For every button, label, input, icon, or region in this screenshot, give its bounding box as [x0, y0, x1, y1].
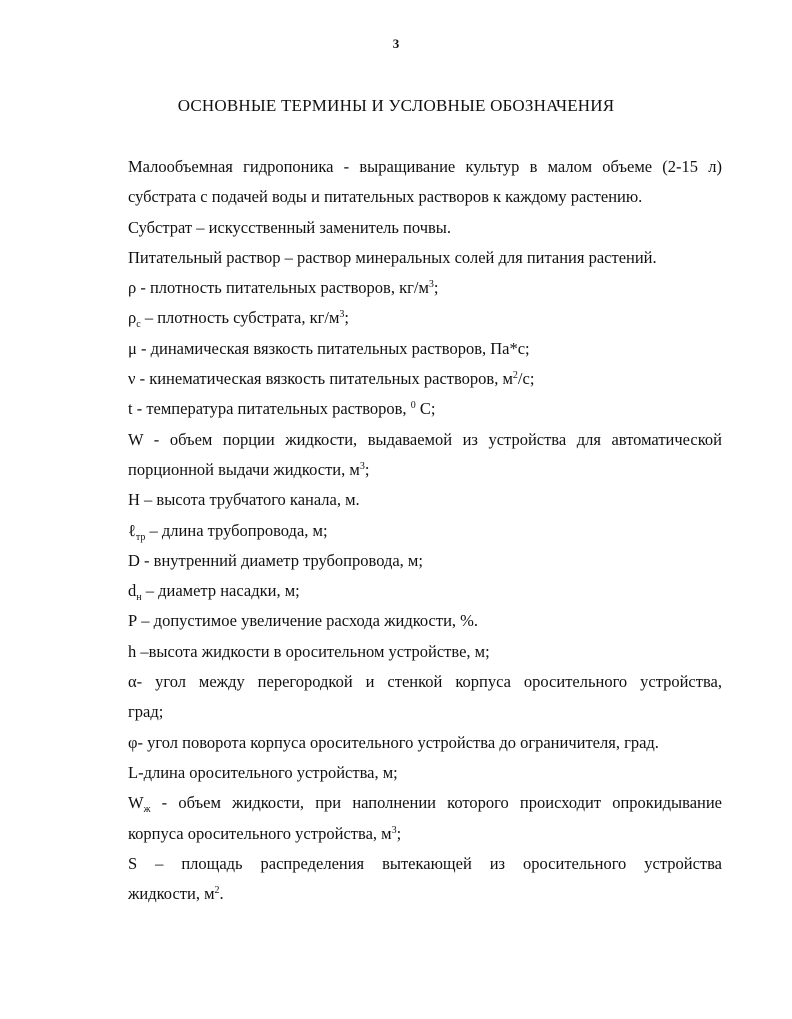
symbol-l-tr: ℓ$_{тр}$ – длина трубопровода, м; [128, 520, 328, 543]
symbol-h: h –высота жидкости в оросительном устройстве, м; [128, 641, 490, 661]
symbol-w-line-1: W - объем порции жидкости, выдаваемой из устройства для автоматической [128, 429, 722, 449]
page-number: 3 [392, 36, 400, 51]
symbol-alpha-line-2: град; [128, 702, 164, 722]
symbol-mu: μ - динамическая вязкость питательных растворов, Па*с; [128, 338, 530, 358]
symbol-phi: φ- угол поворота корпуса оросительного устройства до ограничителя, град. [128, 732, 659, 752]
symbol-nu: ν - кинематическая вязкость питательных растворов, $м^2/с$; [128, 369, 535, 389]
symbol-t: t - температура питательных растворов, $^0$ С; [128, 399, 436, 419]
definition-hydroponics-line-1: Малообъемная гидропоника - выращивание культур в малом объеме (2-15 л) [128, 157, 722, 176]
page-title: ОСНОВНЫЕ ТЕРМИНЫ И УСЛОВНЫЕ ОБОЗНАЧЕНИЯ [177, 96, 615, 115]
symbol-w-zh-line-1: $W_ж$ - объем жидкости, при наполнении которого происходит опрокидывание [128, 793, 722, 816]
symbol-rho: ρ - плотность питательных растворов, $кг/м^3$; [128, 278, 439, 298]
symbol-p: Р – допустимое увеличение расхода жидкости, %. [128, 611, 479, 631]
symbol-s-line-1: S – площадь распределения вытекающей из оросительного устройства [128, 853, 722, 873]
symbol-rho-c: $\rho_с$ – плотность субстрата, $кг/м^3$; [128, 308, 349, 331]
symbol-alpha-line-1: α- угол между перегородкой и стенкой корпуса оросительного устройства, [128, 672, 722, 692]
definition-substrate: Субстрат – искусственный заменитель почвы. [128, 217, 452, 237]
symbol-s-line-2: жидкости, $м^2$. [128, 884, 224, 904]
definition-nutrient-solution: Питательный раствор – раствор минеральных солей для питания растений. [128, 247, 657, 267]
symbol-h-channel: Н – высота трубчатого канала, м. [128, 490, 360, 510]
symbol-l: L-длина оросительного устройства, м; [128, 762, 398, 782]
symbol-d: D - внутренний диаметр трубопровода, м; [128, 550, 423, 570]
symbol-w-zh-line-2: корпуса оросительного устройства, $м^3$; [128, 823, 402, 843]
definition-hydroponics-line-2: субстрата с подачей воды и питательных растворов к каждому растению. [128, 187, 643, 207]
symbol-w-line-2: порционной выдачи жидкости, $м^3$; [128, 459, 370, 479]
definitions-list [128, 152, 722, 909]
symbol-d-n: $d_н$ – диаметр насадки, м; [128, 581, 300, 604]
